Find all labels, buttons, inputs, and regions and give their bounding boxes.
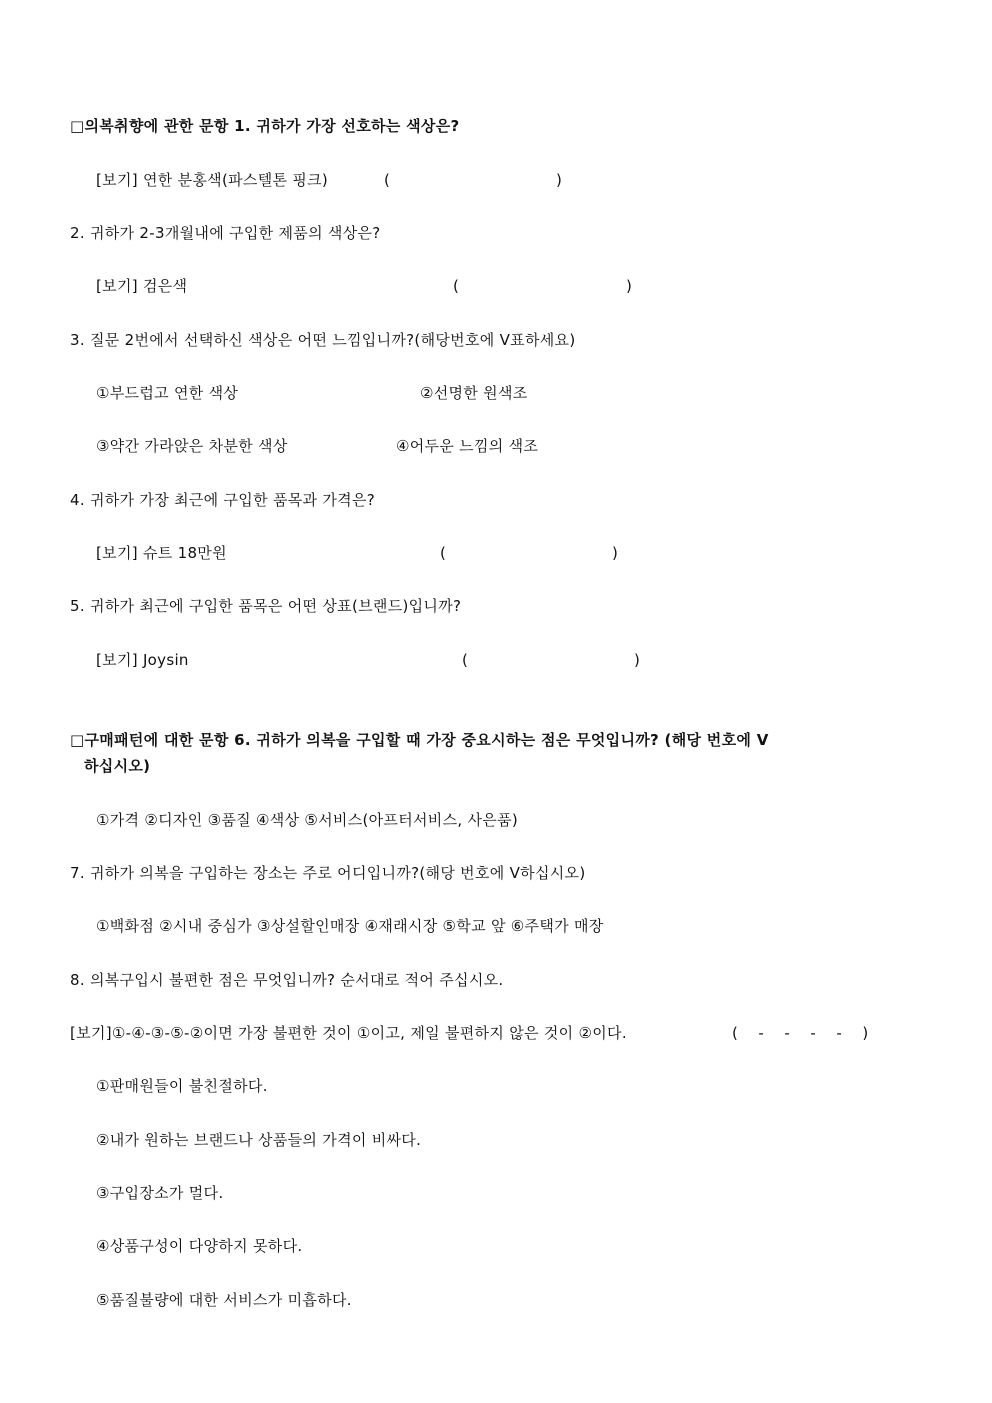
q8-answer-blank: ( - - - - ) — [732, 1024, 869, 1042]
q3-text: 3. 질문 2번에서 선택하신 색상은 어떤 느낌입니까?(해당번호에 V표하세요) — [70, 331, 576, 349]
q4-answer-open: ( — [440, 544, 447, 562]
q8-text: 8. 의복구입시 불편한 점은 무엇입니까? 순서대로 적어 주십시오. — [70, 971, 504, 989]
section2-heading-line2: 하십시오) — [84, 757, 151, 775]
q4-example: [보기] 슈트 18만원 — [96, 544, 227, 562]
q8-item-4: ④상품구성이 다양하지 못하다. — [96, 1237, 303, 1255]
q3-option-3: ③약간 가라앉은 차분한 색상 — [96, 437, 288, 455]
q5-text: 5. 귀하가 최근에 구입한 품목은 어떤 상표(브랜드)입니까? — [70, 597, 462, 615]
q1-answer-open: ( — [384, 171, 391, 189]
q5-example: [보기] Joysin — [96, 651, 189, 669]
q4-answer-close: ) — [612, 544, 619, 562]
q1-example: [보기] 연한 분홍색(파스텔톤 핑크) — [96, 171, 329, 189]
section1-heading: □의복취향에 관한 문항 1. 귀하가 가장 선호하는 색상은? — [70, 117, 460, 135]
q2-text: 2. 귀하가 2-3개월내에 구입한 제품의 색상은? — [70, 224, 381, 242]
q2-example: [보기] 검은색 — [96, 277, 188, 295]
q6-options: ①가격 ②디자인 ③품질 ④색상 ⑤서비스(아프터서비스, 사은품) — [96, 811, 519, 829]
q2-answer-open: ( — [453, 277, 460, 295]
q3-option-2: ②선명한 원색조 — [420, 384, 528, 402]
q3-option-1: ①부드럽고 연한 색상 — [96, 384, 239, 402]
q8-item-5: ⑤품질불량에 대한 서비스가 미흡하다. — [96, 1291, 352, 1309]
q8-item-1: ①판매원들이 불친절하다. — [96, 1077, 268, 1095]
section2-heading-line1: □구매패턴에 대한 문항 6. 귀하가 의복을 구입할 때 가장 중요시하는 점은 무엇입니까? (해당 번호에 V — [70, 731, 769, 749]
q8-example: [보기]①-④-③-⑤-②이면 가장 불편한 것이 ①이고, 제일 불편하지 않은 것이 ②이다. — [70, 1024, 627, 1042]
q5-answer-close: ) — [634, 651, 641, 669]
q2-answer-close: ) — [626, 277, 633, 295]
q3-option-4: ④어두운 느낌의 색조 — [396, 437, 539, 455]
q7-text: 7. 귀하가 의복을 구입하는 장소는 주로 어디입니까?(해당 번호에 V하십시오) — [70, 864, 586, 882]
q4-text: 4. 귀하가 가장 최근에 구입한 품목과 가격은? — [70, 491, 376, 509]
q1-answer-close: ) — [556, 171, 563, 189]
q7-options: ①백화점 ②시내 중심가 ③상설할인매장 ④재래시장 ⑤학교 앞 ⑥주택가 매장 — [96, 917, 604, 935]
q5-answer-open: ( — [462, 651, 469, 669]
q8-item-2: ②내가 원하는 브랜드나 상품들의 가격이 비싸다. — [96, 1131, 422, 1149]
q8-item-3: ③구입장소가 멀다. — [96, 1184, 224, 1202]
